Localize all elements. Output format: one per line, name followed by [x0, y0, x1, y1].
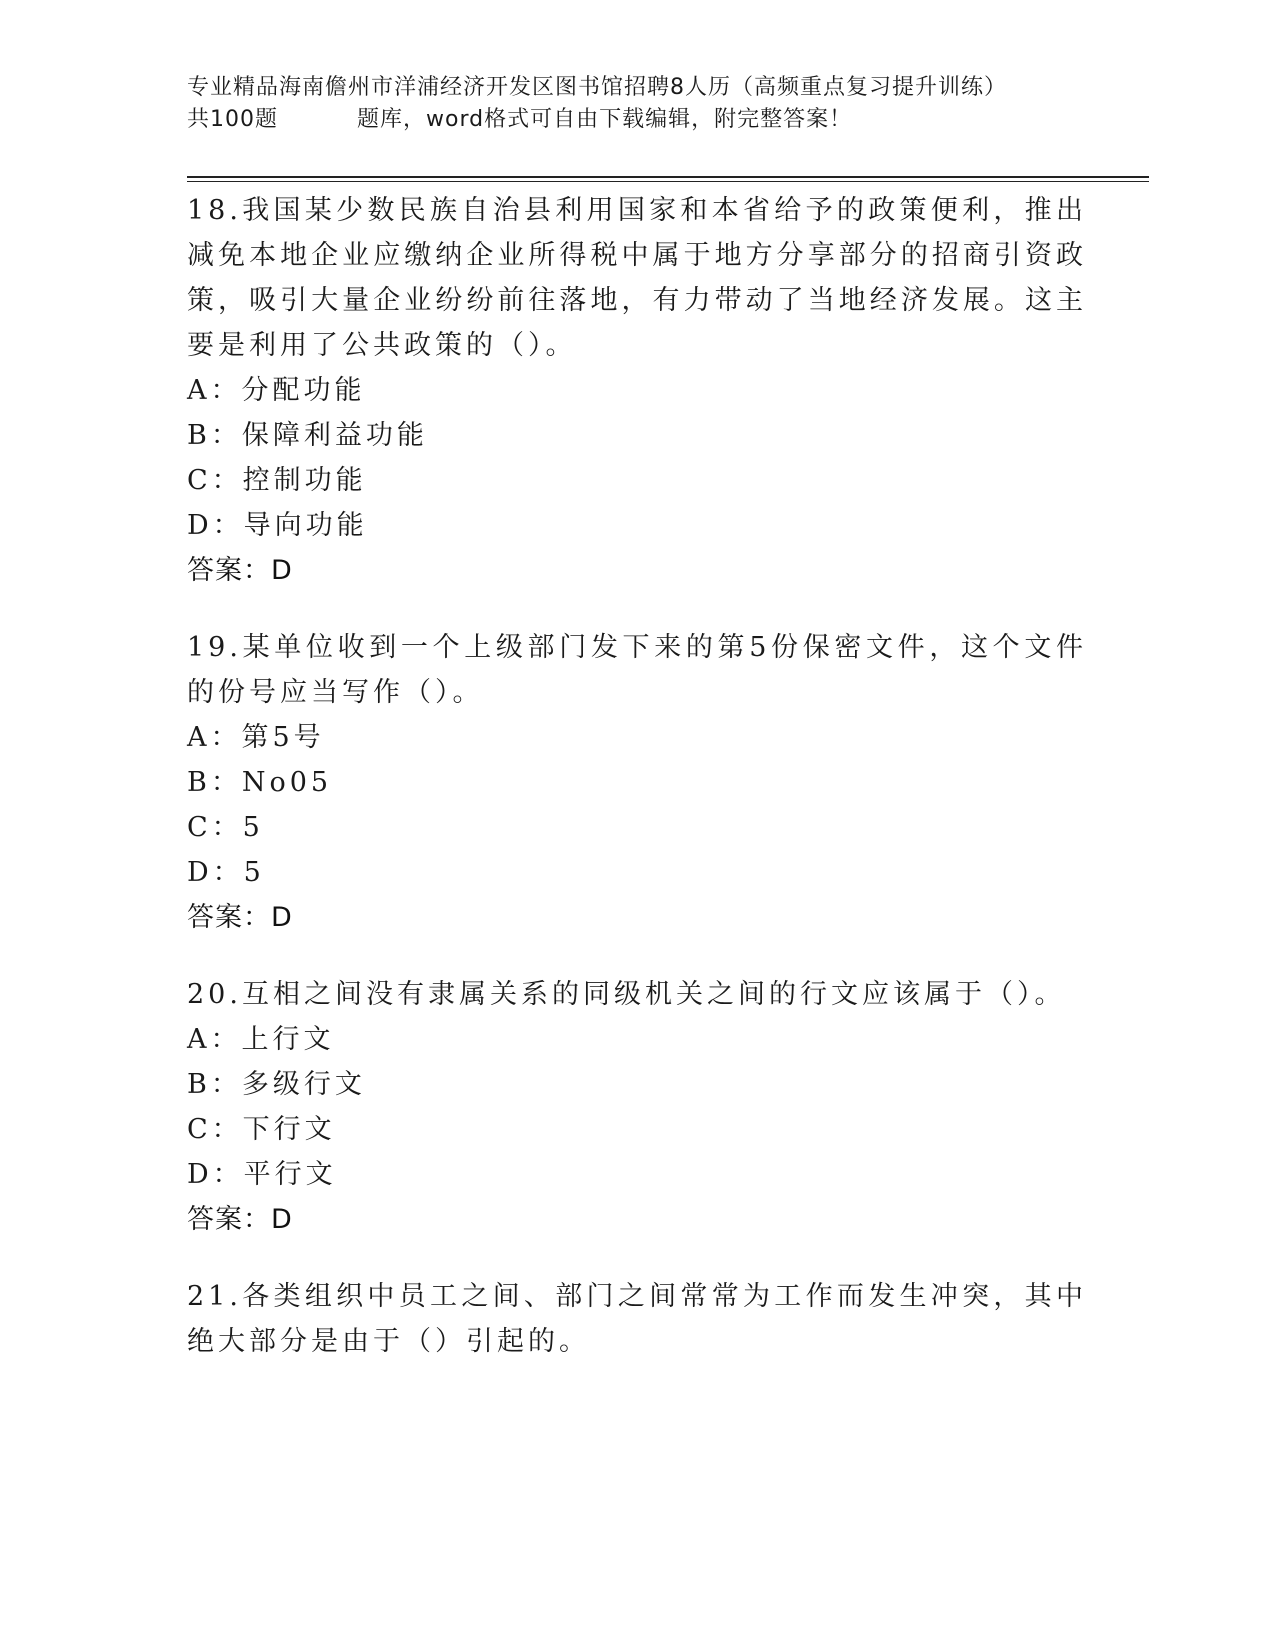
- option-c: C：控制功能: [187, 465, 367, 496]
- document-header: [187, 72, 1087, 136]
- question-stem: 20.互相之间没有隶属关系的同级机关之间的行文应该属于（）。: [187, 979, 1066, 1010]
- option-b: B：多级行文: [187, 1069, 366, 1100]
- header-title-line: 专业精品海南儋州市洋浦经济开发区图书馆招聘8人历（高频重点复习提升训练）: [187, 75, 1007, 100]
- header-subtitle-line: [187, 104, 1087, 136]
- header-divider-thin: [187, 181, 1149, 182]
- option-d: D：导向功能: [187, 510, 368, 541]
- question-stem: 18.我国某少数民族自治县利用国家和本省给予的政策便利，推出减免本地企业应缴纳企业所得税中属于地方分享部分的招商引资政策，吸引大量企业纷纷前往落地，有力带动了当地经济发展。这主要是利用了公共政策的（）。: [187, 195, 1087, 361]
- question-stem: 19.某单位收到一个上级部门发下来的第5份保密文件，这个文件的份号应当写作（）。: [187, 632, 1087, 708]
- question-list: [187, 188, 1087, 1396]
- question-19: [187, 625, 1087, 940]
- header-divider-thick: [187, 176, 1149, 178]
- option-a: A：第5号: [187, 722, 325, 753]
- option-b: B：No05: [187, 767, 333, 798]
- option-d: D：5: [187, 857, 265, 888]
- answer-line: 答案：D: [187, 555, 293, 586]
- option-b: B：保障利益功能: [187, 420, 428, 451]
- question-18: [187, 188, 1087, 593]
- question-20: [187, 972, 1087, 1242]
- question-21: [187, 1274, 1087, 1364]
- answer-line: 答案：D: [187, 1204, 293, 1235]
- option-c: C：下行文: [187, 1114, 336, 1145]
- option-d: D：平行文: [187, 1159, 337, 1190]
- option-c: C：5: [187, 812, 264, 843]
- option-a: A：上行文: [187, 1024, 335, 1055]
- answer-line: 答案：D: [187, 902, 293, 933]
- question-count: 共100题: [187, 107, 278, 132]
- header-description: 题库，word格式可自由下载编辑，附完整答案！: [357, 107, 853, 132]
- question-stem: 21.各类组织中员工之间、部门之间常常为工作而发生冲突，其中绝大部分是由于（）引起的。: [187, 1281, 1087, 1357]
- option-a: A：分配功能: [187, 375, 366, 406]
